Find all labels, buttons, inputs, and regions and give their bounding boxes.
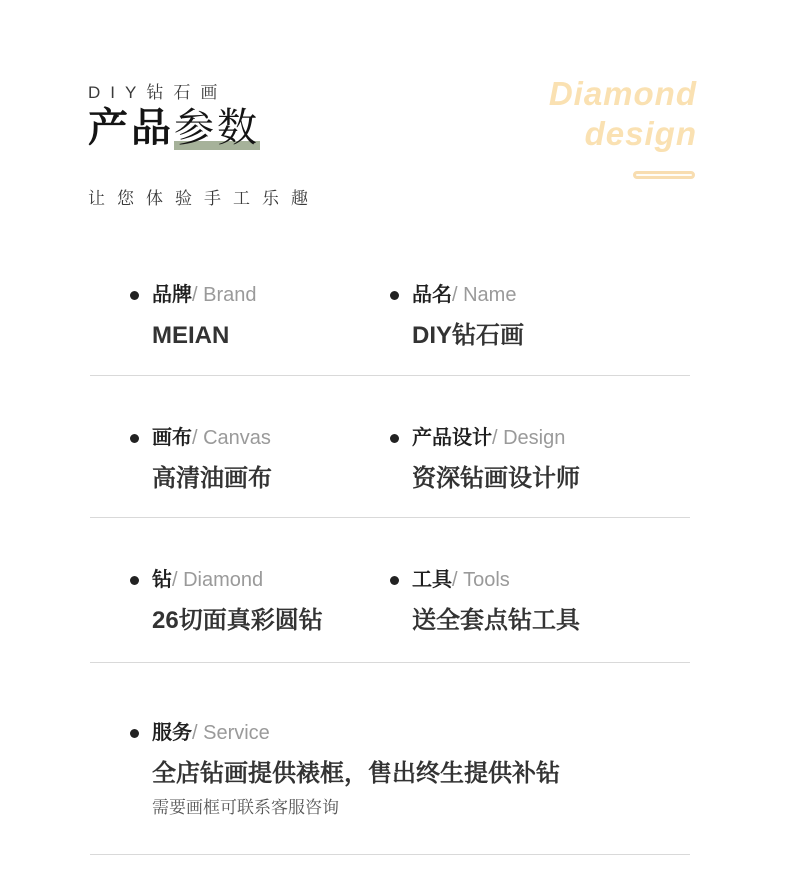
spec-label-zh: 品牌 — [152, 284, 192, 306]
spec-list — [90, 233, 690, 855]
spec-label — [152, 568, 390, 592]
spec-label-zh: 钻 — [152, 569, 172, 591]
spec-item-diamond — [130, 568, 390, 636]
spec-label-zh: 品名 — [412, 284, 452, 306]
bullet-icon — [130, 576, 139, 585]
spec-label-zh: 产品设计 — [412, 427, 492, 449]
page-title — [88, 103, 260, 153]
spec-row-2 — [90, 376, 690, 518]
spec-label-en: / Name — [452, 284, 517, 306]
spec-label-zh: 服务 — [152, 722, 192, 744]
spec-row-1 — [90, 233, 690, 376]
spec-label-en: / Design — [492, 427, 566, 449]
spec-label-en: / Tools — [452, 569, 510, 591]
pill-decoration — [633, 171, 695, 179]
spec-value: 26切面真彩圆钻 — [152, 607, 323, 634]
spec-value: MEIAN — [152, 322, 230, 349]
spec-value: 送全套点钻工具 — [412, 607, 580, 634]
spec-value: 高清油画布 — [152, 465, 272, 492]
spec-row-4 — [90, 663, 690, 855]
bullet-icon — [130, 291, 139, 300]
spec-value: 全店钻画提供裱框，售出终生提供补钻 — [152, 760, 560, 787]
spec-label — [412, 568, 650, 592]
spec-row-3 — [90, 518, 690, 663]
bullet-icon — [130, 434, 139, 443]
spec-note: 需要画框可联系客服咨询 — [152, 798, 339, 817]
bullet-icon — [130, 729, 139, 738]
spec-item-tools — [390, 568, 650, 636]
spec-label-en: / Service — [192, 722, 270, 744]
page-title-main: 产品 — [88, 106, 174, 150]
spec-value: DIY钻石画 — [412, 322, 525, 349]
header-subtitle: 让您体验手工乐趣 — [88, 189, 320, 208]
spec-item-service — [130, 721, 678, 819]
spec-label — [412, 426, 650, 450]
bullet-icon — [390, 576, 399, 585]
spec-item-name — [390, 283, 650, 351]
spec-item-design — [390, 426, 650, 494]
watermark-line2: design — [584, 115, 697, 152]
bullet-icon — [390, 434, 399, 443]
spec-item-canvas — [130, 426, 390, 494]
bullet-icon — [390, 291, 399, 300]
spec-item-brand — [130, 283, 390, 351]
spec-label — [152, 426, 390, 450]
spec-value: 资深钻画设计师 — [412, 465, 580, 492]
spec-label — [152, 721, 678, 745]
header-kicker: DIY钻石画 — [88, 83, 228, 102]
spec-label — [412, 283, 650, 307]
spec-label-en: / Canvas — [192, 427, 271, 449]
spec-label-en: / Brand — [192, 284, 257, 306]
page-title-highlight: 参数 — [174, 106, 260, 150]
spec-label-zh: 画布 — [152, 427, 192, 449]
spec-label-zh: 工具 — [412, 569, 452, 591]
spec-label — [152, 283, 390, 307]
spec-label-en: / Diamond — [172, 569, 264, 591]
watermark-text — [549, 74, 697, 179]
watermark-line1: Diamond — [548, 75, 697, 112]
